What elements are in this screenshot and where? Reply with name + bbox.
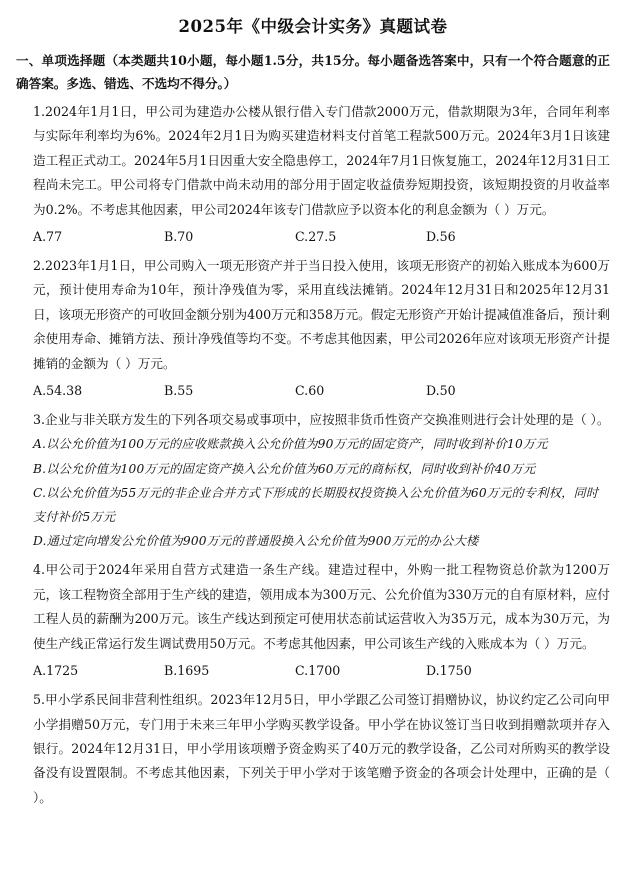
option-a: A.54.38: [33, 383, 83, 399]
option-a: A.以公允价值为100万元的应收账款换入公允价值为90万元的固定资产，同时收到补价10万元: [33, 437, 548, 452]
question-text: 1.2024年1月1日，甲公司为建造办公楼从银行借入专门借款2000万元，借款期限为3年，合同年利率与实际年利率均为6%。2024年2月1日为购买建造材料支付首笔工程款500万元。2024年3月1日该建造工程正式动工。2024年5月1日因重大安全隐患停工，2024年7月1日恢复施工，2024年12月31日工程尚未完工。甲公司将专门借款中尚未动用的部分用于固定收益债券短期投资，该短期投资的月收益率为0.2%。不考虑其他因素，甲公司2024年该专门借款应予以资本化的利息金额为（ ）万元。: [33, 104, 610, 217]
question-text: 5.甲小学系民间非营利性组织。2023年12月5日，甲小学跟乙公司签订捐赠协议，协议约定乙公司向甲小学捐赠50万元，专门用于未来三年甲小学购买教学设备。甲小学在协议签订当日收到捐赠款项并存入银行。2024年12月31日，甲小学用该项赠予资金购买了40万元的教学设备，乙公司对所购买的教学设备没有设置限制。不考虑其他因素，下列关于甲小学对于该笔赠予资金的各项会计处理中，正确的是（ ）。: [33, 692, 610, 805]
options-row: [16, 659, 610, 683]
option-a: A.77: [33, 229, 63, 245]
question-3: [16, 408, 610, 553]
option-d: D.50: [426, 383, 456, 399]
option-d: D.通过定向增发公允价值为900万元的普通股换入公允价值为900万元的办公大楼: [33, 534, 479, 549]
option-d: D.56: [426, 229, 456, 245]
section-heading: 一、单项选择题（本类题共10小题，每小题1.5分，共15分。每小题备选答案中，只有一个符合题意的正确答案。多选、错选、不选均不得分。）: [16, 53, 610, 91]
option-d: D.1750: [426, 663, 472, 679]
options-list: [16, 432, 610, 553]
document-title: 2025年《中级会计实务》真题试卷: [178, 17, 448, 36]
question-2: [16, 254, 610, 403]
option-c: C.27.5: [295, 229, 337, 245]
question-text: 2.2023年1月1日，甲公司购入一项无形资产并于当日投入使用，该项无形资产的初始入账成本为600万元，预计使用寿命为10年，预计净残值为零，采用直线法摊销。2024年12月31日和2025年12月31日，该项无形资产的可收回金额分别为400万元和358万元。假定无形资产开始计提减值准备后，预计剩余使用寿命、摊销方法、预计净残值等均不变。不考虑其他因素，甲公司2026年应对该项无形资产计提摊销的金额为（ ）万元。: [33, 258, 611, 371]
question-text: 4.甲公司于2024年采用自营方式建造一条生产线。建造过程中，外购一批工程物资总价款为1200万元，该工程物资全部用于生产线的建造，领用成本为300万元、公允价值为330万元的自有原材料，应付工程人员的薪酬为200万元。该生产线达到预定可使用状态前试运营收入为35万元，成本为30万元，为使生产线正常运行发生调试费用50万元。不考虑其他因素，甲公司该生产线的入账成本为（ ）万元。: [33, 562, 611, 651]
question-1: [16, 100, 610, 249]
question-4: [16, 558, 610, 683]
options-row: [16, 225, 610, 249]
options-row: [16, 379, 610, 403]
option-b: B.以公允价值为100万元的固定资产换入公允价值为60万元的商标权，同时收到补价40万元: [33, 461, 536, 476]
option-c: C.1700: [295, 663, 341, 679]
question-5: [16, 688, 610, 810]
option-c: C.60: [295, 383, 325, 399]
option-b: B.70: [164, 229, 194, 245]
option-b: B.1695: [164, 663, 210, 679]
option-b: B.55: [164, 383, 194, 399]
question-text: 3.企业与非关联方发生的下列各项交易或事项中，应按照非货币性资产交换准则进行会计处理的是（ ）。: [33, 412, 610, 428]
option-a: A.1725: [33, 663, 79, 679]
option-c: C.以公允价值为55万元的非企业合并方式下形成的长期股权投资换入公允价值为60万元的专利权，同时支付补价5万元: [33, 485, 599, 525]
